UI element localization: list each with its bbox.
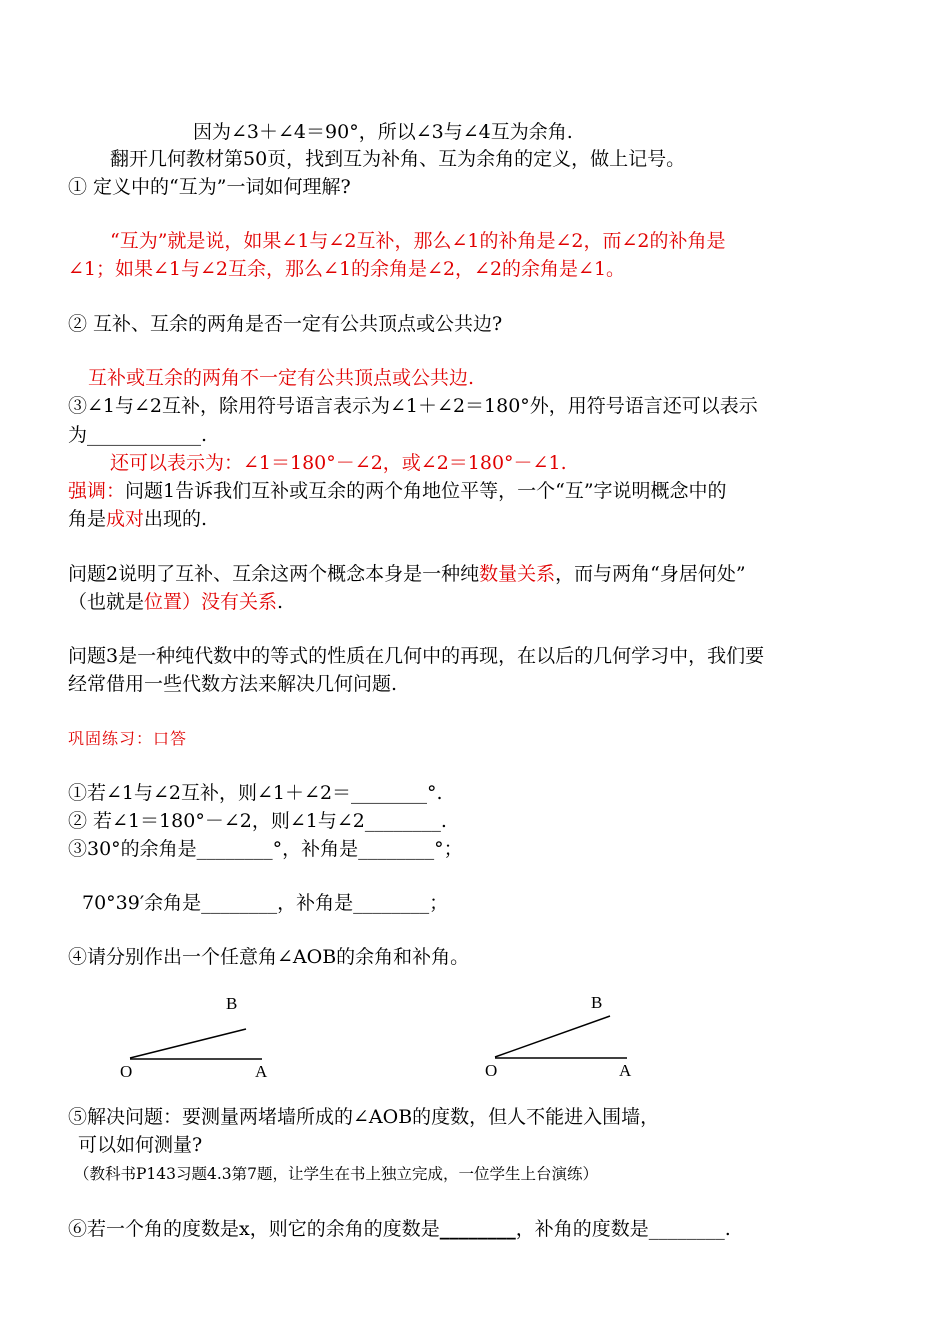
answer-1-line-1: “互为”就是说，如果∠1与∠2互补，那么∠1的补角是∠2，而∠2的补角是 (110, 230, 726, 252)
ray-ob (130, 1029, 246, 1058)
text-line: 翻开几何教材第50页，找到互为补角、互为余角的定义，做上记号。 (110, 148, 686, 170)
exercise-5-line-2: 可以如何测量? (78, 1134, 203, 1156)
exercise-2: ② 若∠1＝180°－∠2，则∠1与∠2________. (68, 810, 447, 832)
question-1: ① 定义中的“互为”一词如何理解? (68, 176, 351, 198)
emphasis-text: 问题1告诉我们互补或互余的两个角地位平等，一个“互”字说明概念中的 (125, 480, 727, 502)
ray-ob (495, 1016, 610, 1057)
angle-figure-left (100, 985, 310, 1085)
exercise-5-line-1: ⑤解决问题：要测量两堵墙所成的∠AOB的度数，但人不能进入围墙， (68, 1106, 660, 1128)
label-b: B (591, 993, 603, 1012)
question-3-line-1: ③∠1与∠2互补，除用符号语言表示为∠1＋∠2＝180°外，用符号语言还可以表示 (68, 395, 758, 417)
paragraph-3-line-1: 问题3是一种纯代数中的等式的性质在几何中的再现，在以后的几何学习中，我们要 (68, 645, 765, 667)
paragraph-3-line-2: 经常借用一些代数方法来解决几何问题. (68, 673, 398, 695)
highlight-span: 成对 (106, 508, 145, 530)
practice-title: 巩固练习：口答 (68, 729, 188, 748)
answer-1-line-2: ∠1；如果∠1与∠2互余，那么∠1的余角是∠2，∠2的余角是∠1。 (68, 258, 626, 280)
highlight-span: 数量关系 (479, 563, 556, 585)
text-span: 问题2说明了互补、互余这两个概念本身是一种纯 (68, 563, 480, 585)
text-span: ，补角的度数是________. (515, 1218, 731, 1240)
paragraph-2-line-1 (68, 562, 746, 586)
angle-figure-right (465, 985, 675, 1085)
answer-blank: ________ (439, 1218, 516, 1240)
exercise-4: ④请分别作出一个任意角∠AOB的余角和补角。 (68, 946, 470, 968)
exercise-3b: 70°39′余角是________，补角是________； (82, 892, 449, 914)
text-span: （也就是 (68, 591, 145, 613)
question-3-line-2: 为____________. (68, 424, 208, 446)
emphasis-label: 强调： (68, 480, 126, 502)
emphasis-line-2 (68, 507, 207, 531)
label-o: O (485, 1061, 498, 1080)
exercise-6 (68, 1217, 731, 1241)
answer-3: 还可以表示为：∠1＝180°－∠2，或∠2＝180°－∠1. (110, 452, 567, 474)
label-o: O (120, 1062, 133, 1081)
label-b: B (226, 994, 238, 1013)
emphasis-line-1 (68, 479, 727, 503)
text-span: . (277, 591, 284, 613)
answer-2: 互补或互余的两角不一定有公共顶点或公共边. (88, 367, 475, 389)
text-span: ⑥若一个角的度数是x，则它的余角的度数是 (68, 1218, 440, 1240)
question-2: ② 互补、互余的两角是否一定有公共顶点或公共边? (68, 313, 503, 335)
paragraph-2-line-2 (68, 590, 283, 614)
text-span: ，而与两角“身居何处” (555, 563, 746, 585)
text-span: 角是 (68, 508, 107, 530)
exercise-3: ③30°的余角是________°，补角是________°； (68, 838, 463, 860)
text-line: 因为∠3＋∠4＝90°，所以∠3与∠4互为余角. (193, 121, 573, 143)
exercise-1: ①若∠1与∠2互补，则∠1＋∠2＝________°. (68, 782, 443, 804)
label-a: A (619, 1061, 632, 1080)
highlight-span: 位置）没有关系 (144, 591, 278, 613)
exercise-5-note: （教科书P143习题4.3第7题，让学生在书上独立完成，一位学生上台演练） (74, 1165, 599, 1183)
label-a: A (255, 1062, 268, 1081)
text-span: 出现的. (144, 508, 208, 530)
